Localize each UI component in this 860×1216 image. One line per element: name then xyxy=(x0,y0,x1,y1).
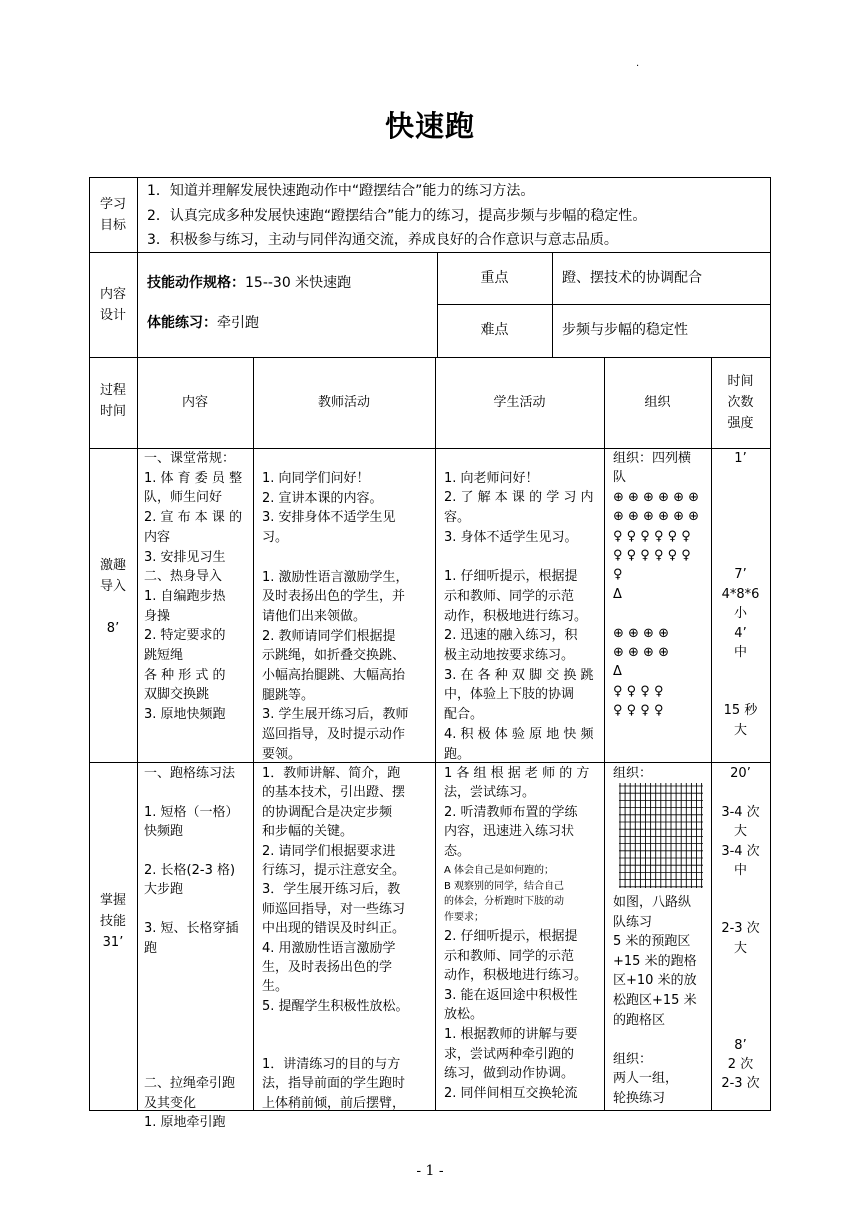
text-line: 双脚交换跳 xyxy=(144,687,210,703)
text-line: 法，指导前面的学生跑时 xyxy=(262,1076,406,1092)
text-line: 队 xyxy=(613,470,627,486)
text-line: 如图，八路纵 xyxy=(613,895,692,910)
text-line: 大 xyxy=(733,940,747,956)
text-line: 要领。 xyxy=(262,746,302,762)
text-line: 15 秒 xyxy=(723,703,758,719)
text-line: 示和教师、同学的示范 xyxy=(444,588,575,604)
text-line: 小幅高抬腿跳、大幅高抬 xyxy=(262,668,406,683)
fitness-value: 牵引跑 xyxy=(217,315,259,331)
text-line: 2-3 次 xyxy=(721,1076,760,1092)
text-line: 巡回指导，及时提示动作 xyxy=(262,727,406,743)
running-grid-diagram xyxy=(619,783,703,888)
text-line: 二、热身导入 xyxy=(144,569,223,585)
difficulty-value: 步频与步幅的稳定性 xyxy=(562,322,688,338)
text-line: 放松。 xyxy=(444,1007,484,1023)
text-line: 1. 自编跑步热 xyxy=(144,588,226,604)
text-line: 练习，做到动作协调。 xyxy=(444,1066,575,1082)
text-line: 3. 安排见习生 xyxy=(144,549,226,565)
text-line: 动作，积极地进行练习。 xyxy=(444,968,588,984)
goal-item: 2．认真完成多种发展快速跑“蹬摆结合”能力的练习，提高步频与步幅的稳定性。 xyxy=(147,208,647,224)
text-line: 大 xyxy=(733,824,747,840)
text-line: 中出现的错误及时纠正。 xyxy=(262,921,406,937)
text-line: 配合。 xyxy=(444,707,484,723)
text-line: 1. 向同学们问好！ xyxy=(262,471,370,486)
text-line: 2 次 xyxy=(727,1057,754,1072)
text-line: 中 xyxy=(733,645,747,660)
difficulty-label: 难点 xyxy=(480,322,509,338)
text-line: Δ xyxy=(613,586,622,602)
text-line: +15 米的跑格 xyxy=(613,953,697,969)
section1-label: 激趣 导入 8’ xyxy=(99,558,126,636)
text-line: 2-3 次 xyxy=(721,921,760,937)
text-line: 2. 宣讲本课的内容。 xyxy=(262,490,383,506)
text-line: 2. 了 解 本 课 的 学 习 内 xyxy=(444,490,594,506)
text-line: 3. 身体不适学生见习。 xyxy=(444,529,578,545)
text-line: 上体稍前倾，前后摆臂， xyxy=(262,1095,406,1111)
text-line: 3-4 次 xyxy=(721,843,760,859)
page-title: 快速跑 xyxy=(384,109,475,143)
text-line: ⊕ ⊕ ⊕ ⊕ xyxy=(613,625,669,641)
text-line: 两人一组， xyxy=(613,1071,679,1087)
text-line: 4*8*6 xyxy=(721,586,760,602)
header-dot: . xyxy=(636,58,640,69)
content-design-label: 内容 设计 xyxy=(99,287,126,323)
col-organization: 组织 xyxy=(644,395,671,410)
text-line: 1. 短格（一格） xyxy=(144,804,239,820)
text-line: ⊕ ⊕ ⊕ ⊕ ⊕ ⊕ xyxy=(613,489,700,505)
section2-label: 掌握 技能 31’ xyxy=(99,893,126,950)
goal-item: 1．知道并理解发展快速跑动作中“蹬摆结合”能力的练习方法。 xyxy=(147,183,535,199)
text-line: 内容 xyxy=(144,529,171,545)
text-line: 2. 听清教师布置的学练 xyxy=(444,804,578,820)
text-line: 1. 根据教师的讲解与要 xyxy=(444,1027,578,1042)
text-line: 1 各 组 根 据 老 师 的 方 xyxy=(444,766,590,781)
key-point-value: 蹬、摆技术的协调配合 xyxy=(562,270,702,286)
text-line: 示跳绳，如折叠交换跳、 xyxy=(262,648,406,664)
text-line: 3．学生展开练习后，教 xyxy=(262,882,401,898)
text-line: 区+10 米的放 xyxy=(613,973,697,989)
text-line: 师巡回指导，对一些练习 xyxy=(262,901,406,917)
text-line: ♀ ♀ ♀ ♀ xyxy=(613,703,664,719)
text-line: 1. 体 育 委 员 整 xyxy=(144,470,243,486)
text-line: 中，体验上下肢的协调 xyxy=(444,687,575,703)
text-line: 1. 原地牵引跑 xyxy=(144,1115,226,1131)
text-line: 法，尝试练习。 xyxy=(444,785,536,801)
text-line: Δ xyxy=(613,664,622,680)
text-line: 态。 xyxy=(444,843,471,859)
text-line: 1．讲清练习的目的与方 xyxy=(262,1057,401,1072)
text-line: 大 xyxy=(733,722,747,738)
text-line: 及时表扬出色的学生，并 xyxy=(262,589,406,605)
text-line: 二、拉绳牵引跑 xyxy=(144,1076,236,1092)
col-content: 内容 xyxy=(181,395,208,410)
text-line: 1. 向老师问好！ xyxy=(444,470,539,486)
text-line: 的基本技术，引出蹬、摆 xyxy=(262,785,406,801)
text-line: 队，师生问好 xyxy=(144,490,223,506)
text-line: 2. 同伴间相互交换轮流 xyxy=(444,1085,578,1101)
text-line: 3. 原地快频跑 xyxy=(144,707,226,723)
text-line: 中 xyxy=(733,863,747,878)
text-line: 大步跑 xyxy=(144,882,184,898)
text-line: 2. 仔细听提示，根据提 xyxy=(444,929,578,944)
text-line: B 观察别的同学，结合自己 xyxy=(444,880,565,892)
skill-label: 技能动作规格： xyxy=(147,275,245,291)
text-line: ♀ ♀ ♀ ♀ xyxy=(613,683,664,699)
text-line: 作要求； xyxy=(444,911,484,923)
col-teacher: 教师活动 xyxy=(317,395,370,410)
text-line: 松跑区+15 米 xyxy=(613,993,697,1008)
text-line: 求，尝试两种牵引跑的 xyxy=(444,1046,575,1062)
text-line: 跳短绳 xyxy=(144,648,184,663)
text-line: 内容，迅速进入练习状 xyxy=(444,824,575,840)
text-line: 的跑格区 xyxy=(613,1012,666,1028)
text-line: 3. 安排身体不适学生见 xyxy=(262,510,396,526)
text-line: 5 米的预跑区 xyxy=(613,934,691,950)
text-line: ♀ ♀ ♀ ♀ ♀ ♀ xyxy=(613,528,691,544)
text-line: 2. 长格(2-3 格) xyxy=(144,863,236,878)
text-line: 和步幅的关键。 xyxy=(262,824,354,840)
text-line: 组织：四列横 xyxy=(613,451,692,466)
text-line: 示和教师、同学的示范 xyxy=(444,948,575,964)
text-line: 队练习 xyxy=(613,914,653,930)
text-line: 3. 在 各 种 双 脚 交 换 跳 xyxy=(444,667,594,683)
col-process: 过程 时间 xyxy=(99,383,126,419)
text-line: 8’ xyxy=(734,1037,747,1053)
text-line: 1. 激励性语言激励学生， xyxy=(262,569,409,585)
text-line: 3-4 次 xyxy=(721,804,760,820)
page-number: - 1 - xyxy=(416,1163,444,1179)
text-line: 的协调配合是决定步频 xyxy=(262,804,393,820)
text-line: 4. 积 极 体 验 原 地 快 频 xyxy=(444,726,594,742)
text-line: 2. 迅速的融入练习，积 xyxy=(444,628,578,644)
text-line: 的体会，分析跑时下肢的动 xyxy=(444,896,564,907)
text-line: 轮换练习 xyxy=(613,1091,666,1106)
text-line: 3. 能在返回途中积极性 xyxy=(444,987,578,1003)
text-line: 跑 xyxy=(144,940,158,956)
goal-item: 3．积极参与练习，主动与同伴沟通交流，养成良好的合作意识与意志品质。 xyxy=(147,232,618,248)
text-line: 20’ xyxy=(730,766,751,781)
text-line: 1. 仔细听提示，根据提 xyxy=(444,569,578,585)
text-line: 2. 宣 布 本 课 的 xyxy=(144,510,243,526)
text-line: ⊕ ⊕ ⊕ ⊕ ⊕ ⊕ xyxy=(613,509,700,525)
text-line: 4. 用激励性语言激励学 xyxy=(262,940,396,956)
goals-label: 学习 目标 xyxy=(99,197,126,233)
key-point-label: 重点 xyxy=(480,270,509,286)
text-line: 7’ xyxy=(734,567,747,583)
text-line: 3. 学生展开练习后，教师 xyxy=(262,707,409,723)
text-line: ♀ xyxy=(613,567,623,583)
text-line: 及其变化 xyxy=(144,1095,197,1111)
col-student: 学生活动 xyxy=(493,395,546,410)
text-line: 组织： xyxy=(613,766,653,781)
text-line: 2. 请同学们根据要求进 xyxy=(262,843,396,859)
text-line: 行练习，提示注意安全。 xyxy=(262,863,406,878)
col-time: 时间 次数 强度 xyxy=(727,374,754,431)
text-line: 极主动地按要求练习。 xyxy=(444,648,575,663)
text-line: ⊕ ⊕ ⊕ ⊕ xyxy=(613,645,669,660)
text-line: 1．教师讲解、简介，跑 xyxy=(262,766,401,781)
text-line: 生，及时表扬出色的学 xyxy=(262,960,393,975)
text-line: 习。 xyxy=(262,530,289,546)
text-line: 小 xyxy=(733,606,747,622)
fitness-label: 体能练习： xyxy=(147,315,217,331)
text-line: 3. 短、长格穿插 xyxy=(144,921,239,937)
text-line: 1’ xyxy=(734,451,747,466)
text-line: ♀ ♀ ♀ ♀ ♀ ♀ xyxy=(613,548,691,563)
text-line: 一、跑格练习法 xyxy=(144,766,236,781)
text-line: 生。 xyxy=(262,979,289,995)
text-line: 各 种 形 式 的 xyxy=(144,667,226,683)
text-line: 快频跑 xyxy=(144,824,184,840)
text-line: 身操 xyxy=(144,608,171,624)
skill-value: 15--30 米快速跑 xyxy=(245,275,352,291)
text-line: 一、课堂常规： xyxy=(144,451,236,466)
text-line: 组织： xyxy=(613,1051,653,1067)
text-line: 2. 特定要求的 xyxy=(144,628,226,644)
text-line: A 体会自己是如何跑的； xyxy=(444,865,555,876)
text-line: 5. 提醒学生积极性放松。 xyxy=(262,998,409,1014)
text-line: 跑。 xyxy=(444,746,471,762)
text-line: 请他们出来领做。 xyxy=(262,608,367,624)
text-line: 2. 教师请同学们根据提 xyxy=(262,628,396,644)
text-line: 腿跳等。 xyxy=(262,687,315,703)
text-line: 动作，积极地进行练习。 xyxy=(444,608,588,624)
text-line: 4’ xyxy=(734,625,747,641)
text-line: 容。 xyxy=(444,510,471,526)
